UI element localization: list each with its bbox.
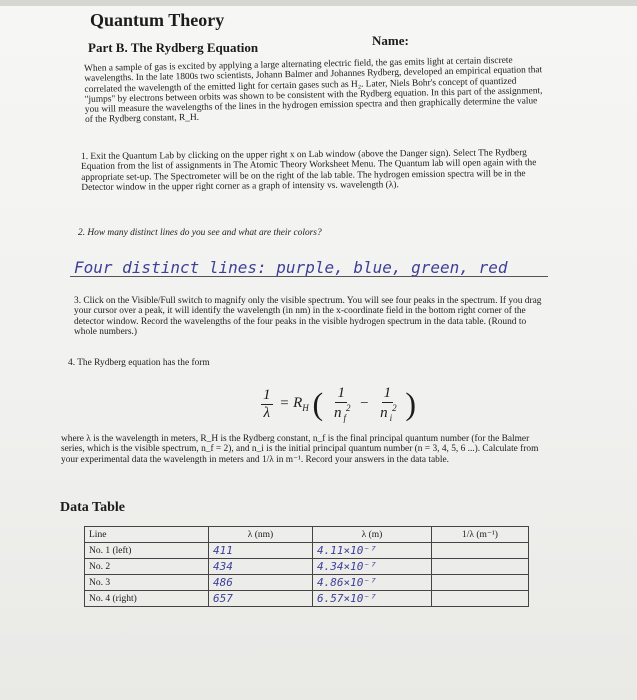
term-1-denominator: [330, 403, 353, 423]
inverse-wavelength-cell[interactable]: [432, 559, 529, 575]
lhs-denominator: λ: [263, 404, 270, 421]
line-cell: No. 3: [85, 575, 209, 591]
step-1-instructions: 1. Exit the Quantum Lab by clicking on the upper right x on Lab window (above the Danger sign). Select The Rydberg Equation from the list of assignments in The Atomic Theory Worksheet Menu. The Quantum lab will open again with the appropriate set-up. The Spectrometer will be on the right of the lab table. The hydrogen emission spectra will be in the Detector window in the upper right corner as a graph of intensity vs. wavelength (λ).: [81, 148, 537, 193]
column-header: Line: [85, 527, 209, 543]
term-2-denominator: [376, 403, 399, 423]
inverse-wavelength-cell[interactable]: [432, 591, 529, 607]
wavelength-nm-cell[interactable]: 486: [209, 575, 313, 591]
data-table-title: Data Table: [60, 500, 125, 515]
term-1-numerator: 1: [337, 385, 345, 401]
table-row: [85, 559, 529, 575]
term-2-numerator: 1: [383, 385, 392, 401]
term-1-sub: f: [343, 413, 346, 423]
column-header: λ (m): [313, 527, 432, 543]
step-4-intro: 4. The Rydberg equation has the form: [68, 358, 210, 368]
column-header: λ (nm): [209, 527, 313, 543]
table-row: [85, 591, 529, 607]
name-label: Name:: [372, 33, 409, 48]
line-cell: No. 4 (right): [85, 591, 209, 607]
term-1-fraction: [330, 385, 353, 423]
page-title: Quantum Theory: [90, 10, 225, 30]
wavelength-nm-cell[interactable]: 434: [209, 559, 313, 575]
step-2-question: 2. How many distinct lines do you see and what are their colors?: [78, 228, 322, 238]
lhs-fraction: [261, 387, 273, 422]
data-table: [84, 526, 529, 607]
wavelength-nm-cell[interactable]: 657: [209, 591, 313, 607]
minus-sign: −: [359, 395, 370, 412]
lhs-numerator: 1: [263, 386, 271, 403]
intro-paragraph: When a sample of gas is excited by applying a large alternating electric field, the gas emits light at certain discrete wavelengths. In the late 1800s two scientists, Johann Balmer and Johannes Rydberg, developed an empirical equation that correlated the wavelength of the emitted light for certain gases such as H₂. Later, Niels Bohr's concept of quantized "jumps" by electrons between orbits was shown to be consistent with the Rydberg equation. In this part of the assignment, you will measure the wavelengths of the lines in the hydrogen emission spectra and then graphically determine the value of the Rydberg constant, R_H.: [84, 55, 543, 126]
table-row: [85, 543, 529, 559]
column-header: 1/λ (m⁻¹): [432, 527, 529, 543]
wavelength-nm-cell[interactable]: 411: [209, 543, 313, 559]
term-2-sub: i: [389, 413, 393, 423]
line-cell: No. 1 (left): [85, 543, 209, 559]
term-1-sup: 2: [345, 403, 351, 413]
term-2-sup: 2: [392, 403, 397, 413]
line-cell: No. 2: [85, 559, 209, 575]
step-4-explanation: where λ is the wavelength in meters, R_H is the Rydberg constant, n_f is the final principal quantum number (for the Balmer series, which is the visible spectrum, n_f = 2), and n_i is the initial principal quantum number (n = 3, 4, 5, 6 ...). Calculate from your experimental data the wavelength in meters and 1/λ in m⁻¹. Record your answers in the data table.: [61, 434, 539, 465]
equals-sign: =: [279, 395, 290, 412]
page-top-edge: [0, 0, 637, 6]
wavelength-m-cell[interactable]: 4.11×10⁻⁷: [313, 543, 432, 559]
term-1-n: n: [333, 405, 342, 421]
term-2-fraction: [376, 385, 399, 423]
constant-subscript: H: [302, 403, 309, 414]
answer-underline: [70, 276, 548, 277]
table-header-row: [85, 527, 529, 543]
open-paren-icon: (: [312, 385, 324, 422]
wavelength-m-cell[interactable]: 6.57×10⁻⁷: [313, 591, 432, 607]
rydberg-constant: [293, 395, 309, 414]
section-title: Part B. The Rydberg Equation: [88, 40, 259, 55]
step-3-instructions: 3. Click on the Visible/Full switch to magnify only the visible spectrum. You will see four peaks in the spectrum. If you drag your cursor over a peak, it will identify the wavelength (in nm) in the x-coordinate field in the bottom right corner of the detector window. Record the wavelengths of the four peaks in the visible hydrogen spectrum in the data table. (Round to whole numbers.): [74, 296, 542, 337]
inverse-wavelength-cell[interactable]: [432, 575, 529, 591]
inverse-wavelength-cell[interactable]: [432, 543, 529, 559]
rydberg-equation: [258, 385, 416, 427]
table-row: [85, 575, 529, 591]
wavelength-m-cell[interactable]: 4.34×10⁻⁷: [313, 559, 432, 575]
term-2-n: n: [380, 405, 388, 421]
constant-symbol: R: [293, 395, 303, 412]
close-paren-icon: ): [405, 385, 417, 422]
wavelength-m-cell[interactable]: 4.86×10⁻⁷: [313, 575, 432, 591]
step-2-handwritten-answer: Four distinct lines: purple, blue, green, red: [74, 258, 508, 277]
